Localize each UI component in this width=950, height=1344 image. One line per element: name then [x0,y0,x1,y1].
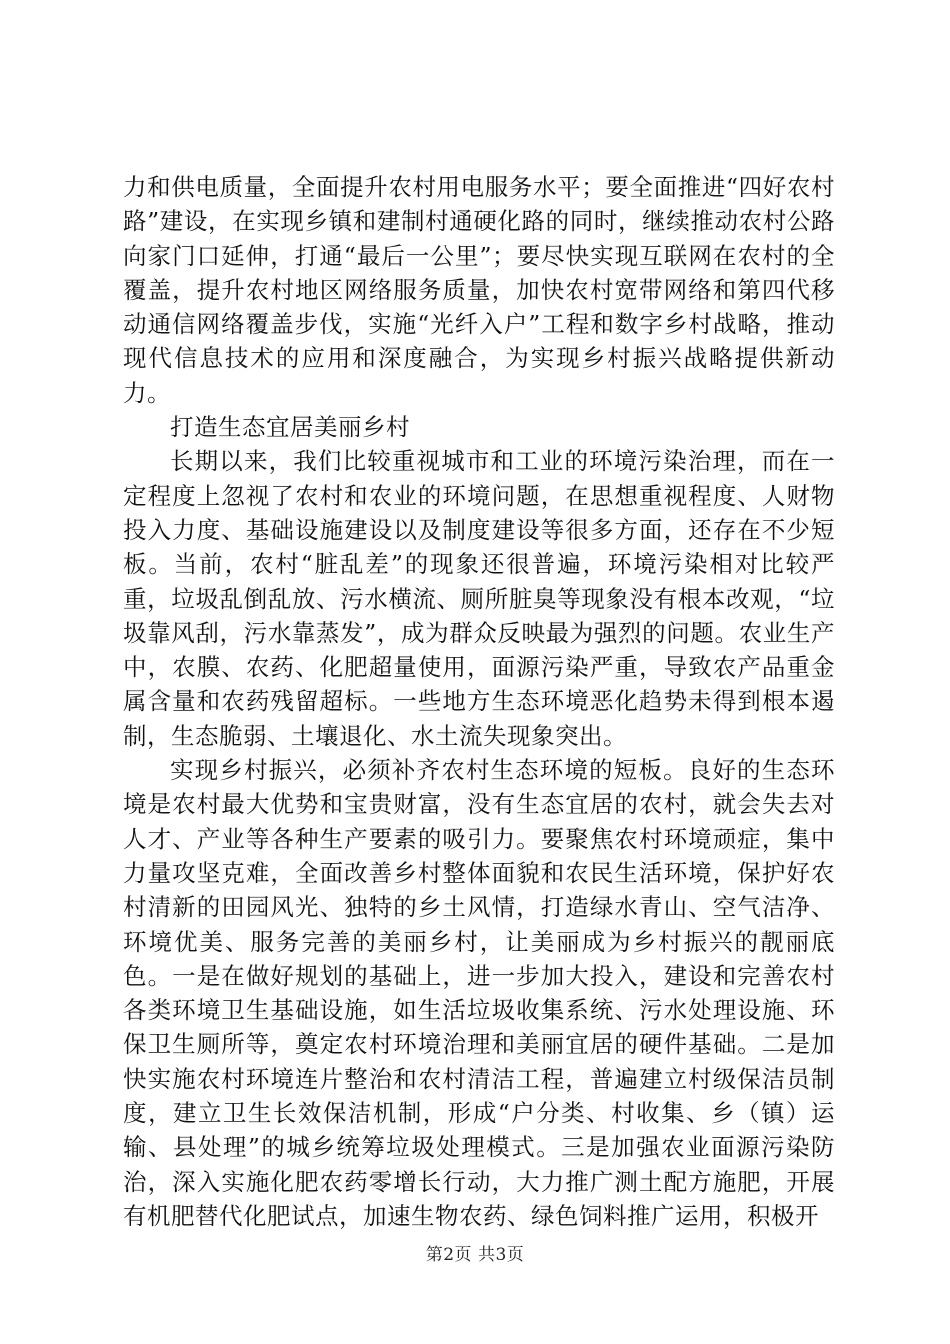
paragraph: 实现乡村振兴，必须补齐农村生态环境的短板。良好的生态环境是农村最大优势和宝贵财富，没有生态宜居的农村，就会失去对人才、产业等各种生产要素的吸引力。要聚焦农村环境顽症，集中力量攻坚克难，全面改善乡村整体面貌和农民生活环境，保护好农村清新的田园风光、独特的乡土风情，打造绿水青山、空气洁净、环境优美、服务完善的美丽乡村，让美丽成为乡村振兴的靓丽底色。一是在做好规划的基础上，进一步加大投入，建设和完善农村各类环境卫生基础设施，如生活垃圾收集系统、污水处理设施、环保卫生厕所等，奠定农村环境治理和美丽宜居的硬件基础。二是加快实施农村环境连片整治和农村清洁工程，普遍建立村级保洁员制度，建立卫生长效保洁机制，形成“户分类、村收集、乡（镇）运输、县处理”的城乡统筹垃圾处理模式。三是加强农业面源污染防治，深入实施化肥农药零增长行动，大力推广测土配方施肥，开展有机肥替代化肥试点，加速生物农药、绿色饲料推广运用，积极开 [123,756,835,1230]
document-body [123,170,835,1233]
paragraph-continued: 力和供电质量，全面提升农村用电服务水平；要全面推进“四好农村路”建设，在实现乡镇和建制村通硬化路的同时，继续推动农村公路向家门口延伸，打通“最后一公里”；要尽快实现互联网在农村的全覆盖，提升农村地区网络服务质量，加快农村宽带网络和第四代移动通信网络覆盖步伐，实施“光纤入户”工程和数字乡村战略，推动现代信息技术的应用和深度融合，为实现乡村振兴战略提供新动力。 [123,173,835,407]
page-footer: 第2页 共3页 [425,1245,525,1265]
paragraph: 长期以来，我们比较重视城市和工业的环境污染治理，而在一定程度上忽视了农村和农业的环境问题，在思想重视程度、人财物投入力度、基础设施建设以及制度建设等很多方面，还存在不少短板。当前，农村“脏乱差”的现象还很普遍，环境污染相对比较严重，垃圾乱倒乱放、污水横流、厕所脏臭等现象没有根本改观，“垃圾靠风刮，污水靠蒸发”，成为群众反映最为强烈的问题。农业生产中，农膜、农药、化肥超量使用，面源污染严重，导致农产品重金属含量和农药残留超标。一些地方生态环境恶化趋势未得到根本遏制，生态脆弱、土壤退化、水土流失现象突出。 [123,447,835,750]
section-heading: 打造生态宜居美丽乡村 [170,413,410,442]
